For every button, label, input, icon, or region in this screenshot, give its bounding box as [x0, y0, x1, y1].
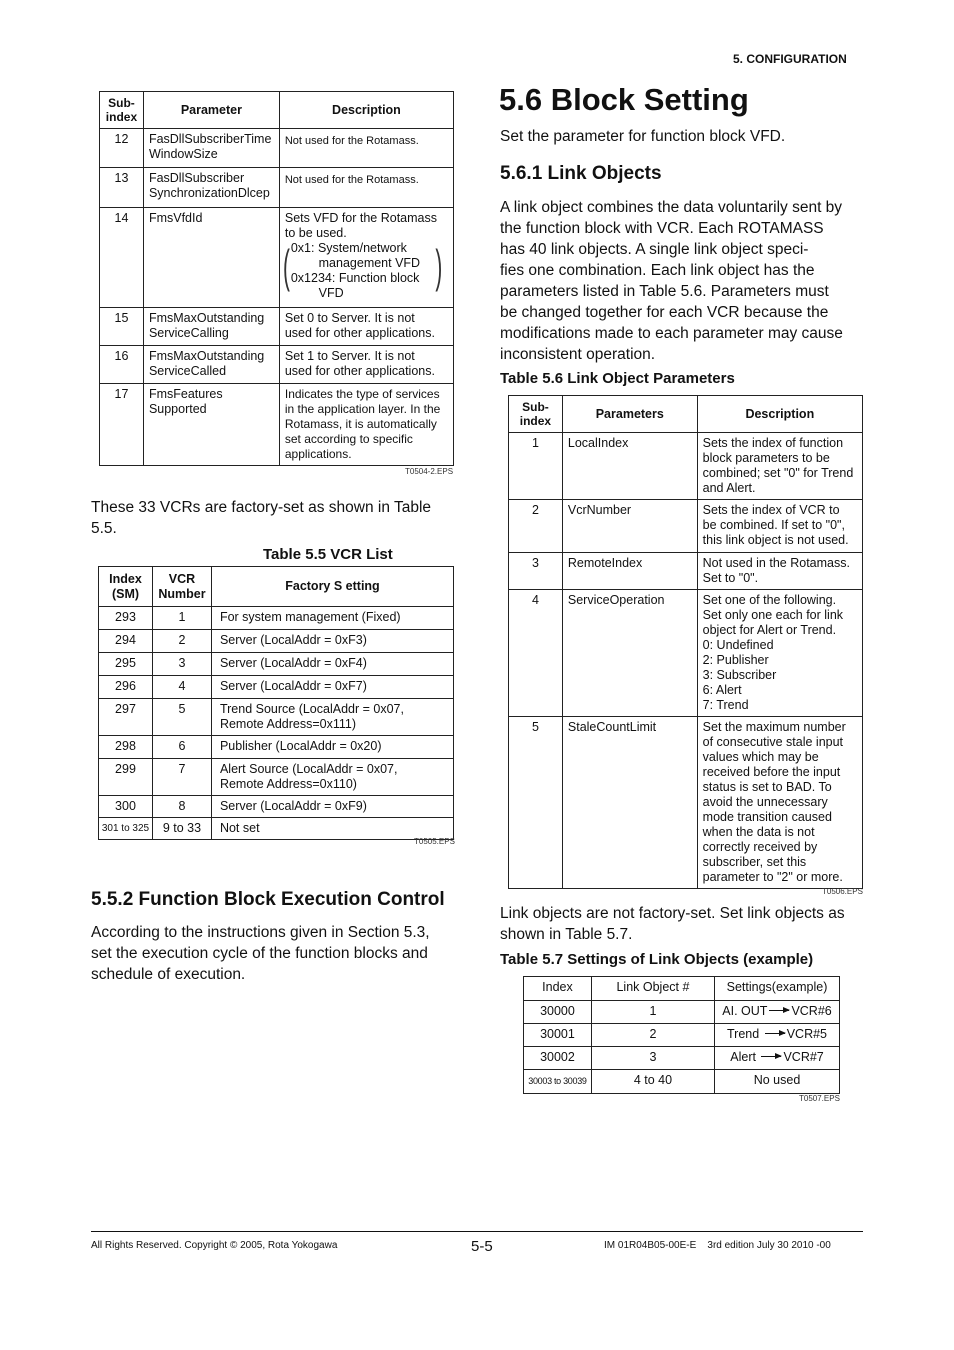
- cell-parameter: FmsFeatures Supported: [143, 384, 279, 466]
- arrow-icon: [769, 1010, 789, 1011]
- cell-index: 295: [99, 653, 153, 676]
- cell-subindex: 15: [100, 308, 144, 346]
- arrow-icon: [765, 1033, 785, 1034]
- cell-vcr: 7: [152, 759, 211, 796]
- cell-index: 296: [99, 676, 153, 699]
- header-factory-setting: Factory S etting: [211, 567, 453, 607]
- link-settings-table: [523, 976, 840, 1094]
- cell-index: 299: [99, 759, 153, 796]
- cell-vcr: 2: [152, 630, 211, 653]
- cell-description: Not used for the Rotamass.: [279, 129, 453, 168]
- cell-vcr: 4: [152, 676, 211, 699]
- cell-parameter: StaleCountLimit: [562, 717, 697, 889]
- link-object-table: [508, 395, 863, 889]
- cell-vcr: 5: [152, 699, 211, 736]
- setting-target: VCR#5: [786, 1027, 827, 1041]
- setting-target: VCR#7: [783, 1050, 824, 1064]
- settings-table-title: Table 5.7 Settings of Link Objects (example): [500, 951, 814, 968]
- left-paren: (: [282, 240, 290, 292]
- vfd-option-2: 0x1234: Function block VFD: [290, 271, 420, 300]
- cell-link-object: 1: [591, 1001, 714, 1024]
- cell-vcr: 8: [152, 796, 211, 818]
- cell-vcr: 3: [152, 653, 211, 676]
- header-description: Description: [697, 396, 862, 433]
- cell-setting: Trend Source (LocalAddr = 0x07, Remote Address=0x111): [211, 699, 453, 736]
- cell-index: 300: [99, 796, 153, 818]
- cell-subindex: 1: [509, 433, 563, 500]
- cell-index: 294: [99, 630, 153, 653]
- vcr-intro-paragraph: These 33 VCRs are factory-set as shown in Table 5.5.: [91, 499, 432, 537]
- cell-index: 298: [99, 736, 153, 759]
- cell-subindex: 14: [100, 208, 144, 308]
- cell-subindex: 13: [100, 168, 144, 208]
- cell-description: Sets the index of function block parameters to be combined; set "0" for Trend and Alert.: [697, 433, 862, 500]
- cell-parameter: FmsMaxOutstanding ServiceCalled: [143, 346, 279, 384]
- cell-setting: [715, 1047, 840, 1070]
- cell-description: Set 0 to Server. It is not used for other applications.: [279, 308, 453, 346]
- right-paren: ): [435, 240, 442, 292]
- header-parameters: Parameters: [562, 396, 697, 433]
- cell-description: Set the maximum number of consecutive stale input values which may be received before the input status is set to BAD. To avoid the unnecessary mode transition caused when the data is not correctly received by subscriber, set this parameter to "2" or more.: [697, 717, 862, 889]
- eps-label: T0506.EPS: [822, 887, 863, 896]
- cell-subindex: 5: [509, 717, 563, 889]
- cell-description: Sets the index of VCR to be combined. If set to "0", this link object is not used.: [697, 500, 862, 553]
- cell-parameter: FasDllSubscriber SynchronizationDlcep: [143, 168, 279, 208]
- cell-description: Not used for the Rotamass.: [279, 168, 453, 208]
- footer-document-id: IM 01R04B05-00E-E 3rd edition July 30 2010 -00: [604, 1240, 831, 1251]
- header-description: Description: [279, 92, 453, 129]
- setting-source: Trend: [727, 1027, 760, 1041]
- header-index: Index: [524, 977, 592, 1001]
- eps-label: T0504-2.EPS: [405, 467, 454, 476]
- cell-parameter: FmsVfdId: [143, 208, 279, 308]
- cell-setting: Server (LocalAddr = 0xF4): [211, 653, 453, 676]
- cell-parameter: ServiceOperation: [562, 590, 697, 717]
- header-vcr-number: VCR Number: [152, 567, 211, 607]
- cell-vcr: 1: [152, 607, 211, 630]
- cell-subindex: 16: [100, 346, 144, 384]
- section-552-heading: 5.5.2 Function Block Execution Control: [91, 889, 445, 910]
- header-index: Index (SM): [99, 567, 153, 607]
- cell-subindex: 4: [509, 590, 563, 717]
- cell-link-object: 2: [591, 1024, 714, 1047]
- section-552-text: According to the instructions given in Section 5.3, set the execution cycle of the function blocks and schedule of execution.: [91, 924, 430, 983]
- cell-setting: Server (LocalAddr = 0xF3): [211, 630, 453, 653]
- footer-page-number: 5-5: [471, 1238, 493, 1255]
- header-settings: Settings(example): [715, 977, 840, 1001]
- cell-link-object: 4 to 40: [591, 1070, 714, 1094]
- cell-description-vfd: [279, 208, 453, 308]
- cell-parameter: FasDllSubscriberTime WindowSize: [143, 129, 279, 168]
- cell-index: 293: [99, 607, 153, 630]
- cell-subindex: 12: [100, 129, 144, 168]
- link-objects-paragraph: Link objects are not factory-set. Set link objects as shown in Table 5.7.: [500, 905, 845, 943]
- header-link-object: Link Object #: [591, 977, 714, 1001]
- fms-parameter-table: [99, 91, 454, 466]
- cell-index: 30001: [524, 1024, 592, 1047]
- cell-setting: Server (LocalAddr = 0xF9): [211, 796, 453, 818]
- cell-setting: Not set: [211, 818, 453, 840]
- cell-subindex: 17: [100, 384, 144, 466]
- cell-setting: For system management (Fixed): [211, 607, 453, 630]
- cell-index: 30003 to 30039: [524, 1070, 592, 1094]
- header-subindex: Sub- index: [100, 92, 144, 129]
- section-56-heading: 5.6 Block Setting: [499, 82, 749, 117]
- setting-source: AI. OUT: [722, 1004, 768, 1018]
- cell-description: Not used in the Rotamass. Set to "0".: [697, 553, 862, 590]
- cell-parameter: LocalIndex: [562, 433, 697, 500]
- cell-setting: Publisher (LocalAddr = 0x20): [211, 736, 453, 759]
- cell-setting: Server (LocalAddr = 0xF7): [211, 676, 453, 699]
- cell-index: 301 to 325: [99, 818, 153, 840]
- cell-parameter: VcrNumber: [562, 500, 697, 553]
- section-561-heading: 5.6.1 Link Objects: [500, 163, 662, 184]
- footer-copyright: All Rights Reserved. Copyright © 2005, Rota Yokogawa: [91, 1240, 338, 1251]
- cell-setting: Alert Source (LocalAddr = 0x07, Remote Address=0x110): [211, 759, 453, 796]
- cell-description: Indicates the type of services in the application layer. In the Rotamass, it is automatically set according to specific applications.: [279, 384, 453, 466]
- setting-target: VCR#6: [791, 1004, 832, 1018]
- section-56-text: Set the parameter for function block VFD.: [500, 128, 786, 145]
- running-header: 5. CONFIGURATION: [733, 52, 847, 66]
- header-subindex: Sub- index: [509, 396, 563, 433]
- cell-setting: [715, 1024, 840, 1047]
- footer-rule: [91, 1231, 863, 1232]
- cell-subindex: 3: [509, 553, 563, 590]
- cell-index: 30002: [524, 1047, 592, 1070]
- vcr-table-title: Table 5.5 VCR List: [263, 546, 393, 563]
- setting-source: Alert: [730, 1050, 756, 1064]
- vfd-option-1: 0x1: System/network management VFD: [290, 241, 421, 270]
- cell-subindex: 2: [509, 500, 563, 553]
- vfd-intro: Sets VFD for the Rotamass to be used.: [284, 211, 437, 240]
- cell-parameter: FmsMaxOutstanding ServiceCalling: [143, 308, 279, 346]
- cell-description: Set one of the following. Set only one each for link object for Alert or Trend. 0: Undefined 2: Publisher 3: Subscriber 6: Alert 7: Trend: [697, 590, 862, 717]
- cell-setting: [715, 1001, 840, 1024]
- cell-parameter: RemoteIndex: [562, 553, 697, 590]
- cell-index: 30000: [524, 1001, 592, 1024]
- header-parameter: Parameter: [143, 92, 279, 129]
- cell-vcr: 9 to 33: [152, 818, 211, 840]
- cell-index: 297: [99, 699, 153, 736]
- eps-label: T0507.EPS: [799, 1094, 840, 1103]
- section-561-text: A link object combines the data voluntarily sent by the function block with VCR. Each ROTAMASS has 40 link objects. A single link object speci- fies one combination. Each link object has the parameters listed in Table 5.6. Parameters must be changed together for each VCR because the modifications made to each parameter may cause inconsistent operation.: [500, 199, 843, 363]
- eps-label: T0505.EPS: [414, 837, 455, 846]
- vcr-list-table: [98, 566, 454, 840]
- arrow-icon: [761, 1056, 781, 1057]
- link-table-title: Table 5.6 Link Object Parameters: [500, 370, 735, 387]
- cell-description: Set 1 to Server. It is not used for other applications.: [279, 346, 453, 384]
- cell-vcr: 6: [152, 736, 211, 759]
- cell-setting: No used: [715, 1070, 840, 1094]
- cell-link-object: 3: [591, 1047, 714, 1070]
